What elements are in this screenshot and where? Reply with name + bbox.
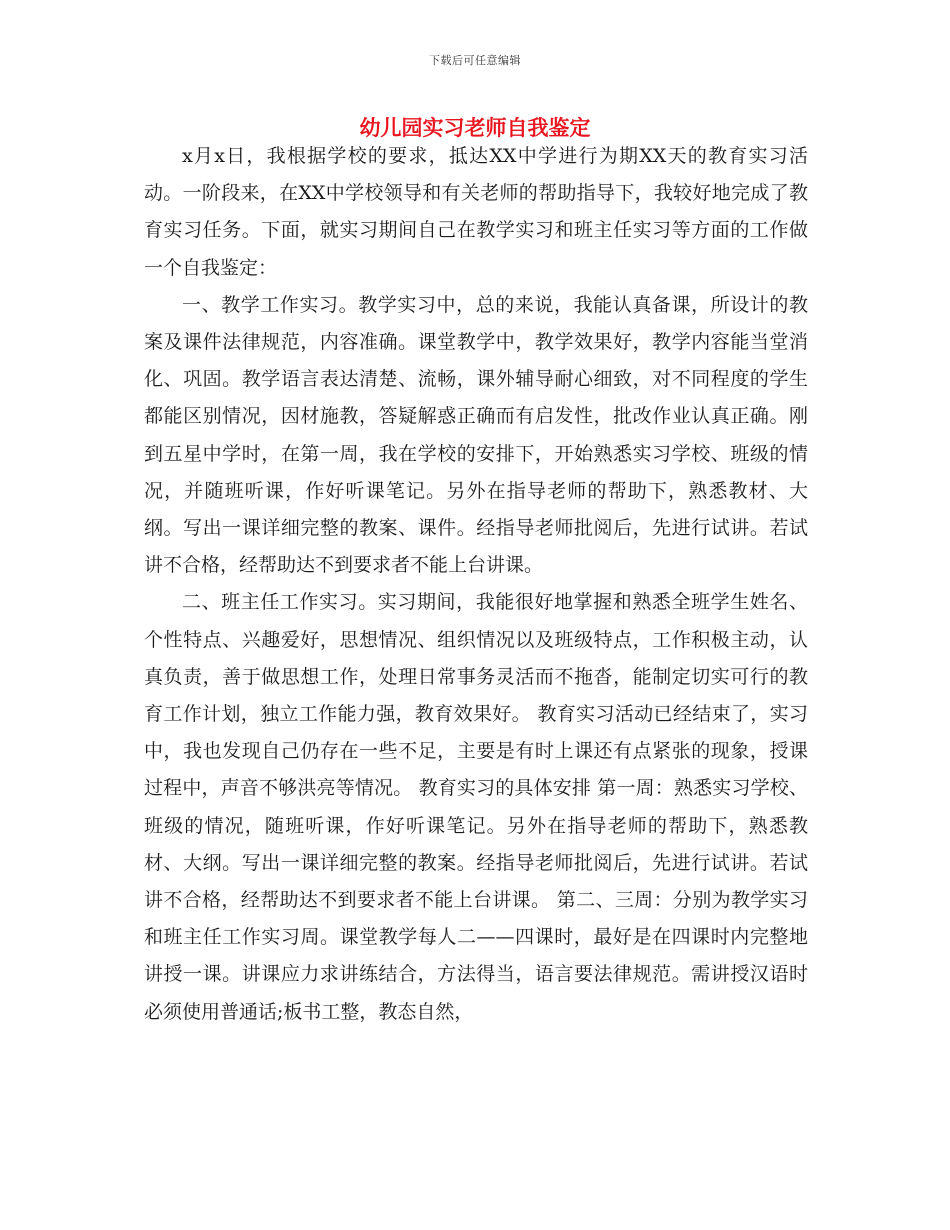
- paragraph-teaching-practice: 一、教学工作实习。教学实习中，总的来说，我能认真备课，所设计的教案及课件法律规范，内容准确。课堂教学中，教学效果好，教学内容能当堂消化、巩固。教学语言表达清楚、流畅，课外辅导耐心细致，对不同程度的学生都能区别情况，因材施教，答疑解惑正确而有启发性，批改作业认真正确。刚到五星中学时，在第一周，我在学校的安排下，开始熟悉实习学校、班级的情况，并随班听课，作好听课笔记。另外在指导老师的帮助下，熟悉教材、大纲。写出一课详细完整的教案、课件。经指导老师批阅后，先进行试讲。若试讲不合格，经帮助达不到要求者不能上台讲课。: [144, 293, 808, 577]
- document-body: [144, 138, 808, 1031]
- paragraph-class-teacher-practice: 二、班主任工作实习。实习期间，我能很好地掌握和熟悉全班学生姓名、个性特点、兴趣爱好，思想情况、组织情况以及班级特点，工作积极主动，认真负责，善于做思想工作，处理日常事务灵活而不拖沓，能制定切实可行的教育工作计划，独立工作能力强，教育效果好。 教育实习活动已经结束了，实习中，我也发现自己仍存在一些不足，主要是有时上课还有点紧张的现象，授课过程中，声音不够洪亮等情况。 教育实习的具体安排 第一周：熟悉实习学校、班级的情况，随班听课，作好听课笔记。另外在指导老师的帮助下，熟悉教材、大纲。写出一课详细完整的教案。经指导老师批阅后，先进行试讲。若试讲不合格，经帮助达不到要求者不能上台讲课。 第二、三周：分别为教学实习和班主任工作实习周。课堂教学每人二——四课时，最好是在四课时内完整地讲授一课。讲课应力求讲练结合，方法得当，语言要法律规范。需讲授汉语时必须使用普通话;板书工整，教态自然，: [144, 591, 808, 1023]
- page-header: 下载后可任意编辑: [429, 54, 521, 67]
- document-title: 幼儿园实习老师自我鉴定: [359, 115, 591, 140]
- paragraph-intro: x月x日，我根据学校的要求，抵达XX中学进行为期XX天的教育实习活动。一阶段来，在XX中学校领导和有关老师的帮助指导下，我较好地完成了教育实习任务。下面，就实习期间自己在教学实习和班主任实习等方面的工作做一个自我鉴定：: [144, 145, 808, 279]
